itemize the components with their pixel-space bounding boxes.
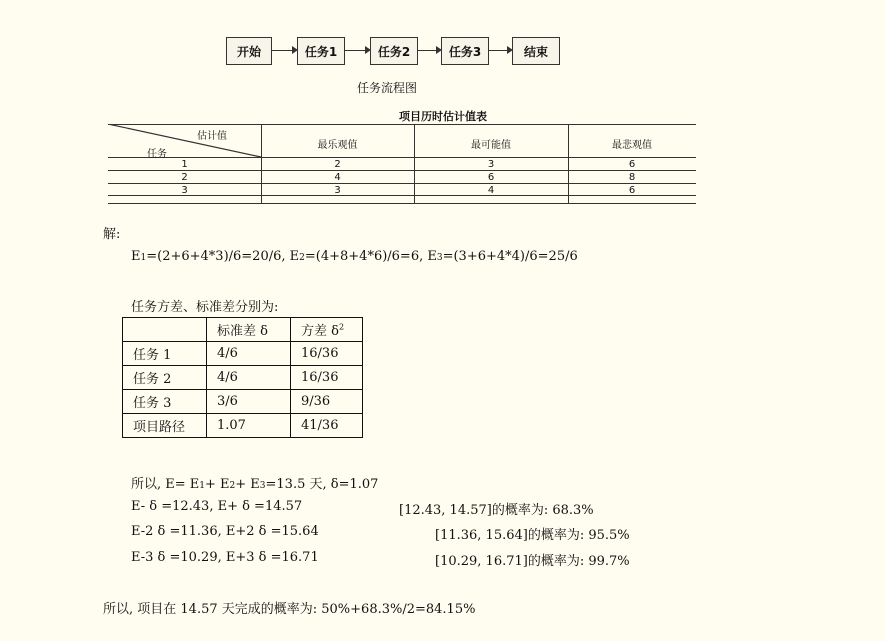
table-cell: 任务 2 [123, 366, 207, 390]
estimate-table [108, 124, 696, 204]
table-row [123, 342, 363, 366]
header-most-likely: 最可能值 [471, 140, 511, 151]
flow-arrow [418, 50, 440, 51]
table-cell: 41/36 [291, 414, 363, 438]
table-row [123, 390, 363, 414]
flow-arrow [345, 50, 369, 51]
diagonal-header-line [108, 124, 262, 158]
table-rule [108, 203, 696, 204]
row-value: 4 [487, 185, 495, 196]
flow-arrow [489, 50, 511, 51]
table-cell: 任务 3 [123, 390, 207, 414]
header-pessimistic: 最悲观值 [612, 140, 652, 151]
table-cell: 9/36 [291, 390, 363, 414]
conclusion: 所以, 项目在 14.57 天完成的概率为: 50%+68.3%/2=84.15% [103, 602, 476, 617]
flow-node-end: 结束 [512, 37, 560, 65]
table-header: 方差 $\delta^2$ [291, 318, 363, 342]
row-task: 1 [181, 159, 188, 170]
table-rule [108, 183, 696, 184]
variance-intro: 任务方差、标准差分别为: [131, 300, 279, 315]
range-right-3: [10.29, 16.71]的概率为: 99.7% [435, 554, 630, 569]
table-cell: 1.07 [207, 414, 291, 438]
row-task: 2 [181, 172, 188, 183]
row-value: 4 [334, 172, 341, 183]
header-optimistic: 最乐观值 [317, 140, 358, 151]
estimate-table-title: 项目历时估计值表 [399, 110, 487, 123]
corner-label-task: 任务 [147, 149, 167, 160]
table-cell: 任务 1 [123, 342, 207, 366]
range-left-3: E-3 δ =10.29, E+3 δ =16.71 [131, 550, 319, 565]
solution-label: 解: [103, 227, 121, 242]
table-cell: 16/36 [291, 366, 363, 390]
range-left-2: E-2 δ =11.36, E+2 δ =15.64 [131, 524, 319, 539]
table-row [123, 414, 363, 438]
row-task: 3 [181, 185, 188, 196]
row-value: 8 [628, 172, 636, 183]
table-cell [123, 318, 207, 342]
corner-label-estimate: 估计值 [197, 131, 227, 142]
row-value: 3 [487, 159, 495, 170]
row-value: 6 [487, 172, 495, 183]
table-cell: 16/36 [291, 342, 363, 366]
table-cell: 4/6 [207, 366, 291, 390]
table-header: 标准差 δ [207, 318, 291, 342]
row-value: 6 [628, 185, 636, 196]
range-right-1: [12.43, 14.57]的概率为: 68.3% [399, 503, 594, 518]
flow-node-task2: 任务2 [370, 37, 418, 65]
row-value: 2 [334, 159, 341, 170]
flowchart-caption: 任务流程图 [357, 81, 418, 95]
row-value: 3 [334, 185, 341, 196]
table-rule [108, 170, 696, 171]
table-row [123, 318, 363, 342]
table-cell: 4/6 [207, 342, 291, 366]
expected-durations-line: E1=(2+6+4*3)/6=20/6, E2=(4+8+4*6)/6=6, E3=(3+6+4*4)/6=25/6 [131, 249, 578, 264]
flow-node-start: 开始 [226, 37, 272, 65]
flow-arrow [272, 50, 296, 51]
row-value: 6 [628, 159, 636, 170]
variance-table [122, 317, 363, 438]
table-cell: 3/6 [207, 390, 291, 414]
flow-node-task1: 任务1 [297, 37, 345, 65]
range-right-2: [11.36, 15.64]的概率为: 95.5% [435, 528, 630, 543]
flow-node-task3: 任务3 [441, 37, 489, 65]
range-left-1: E- δ =12.43, E+ δ =14.57 [131, 499, 303, 514]
sum-line: 所以, E= E1+ E2+ E3=13.5 天, δ=1.07 [131, 477, 379, 492]
table-row [123, 366, 363, 390]
table-cell: 项目路径 [123, 414, 207, 438]
